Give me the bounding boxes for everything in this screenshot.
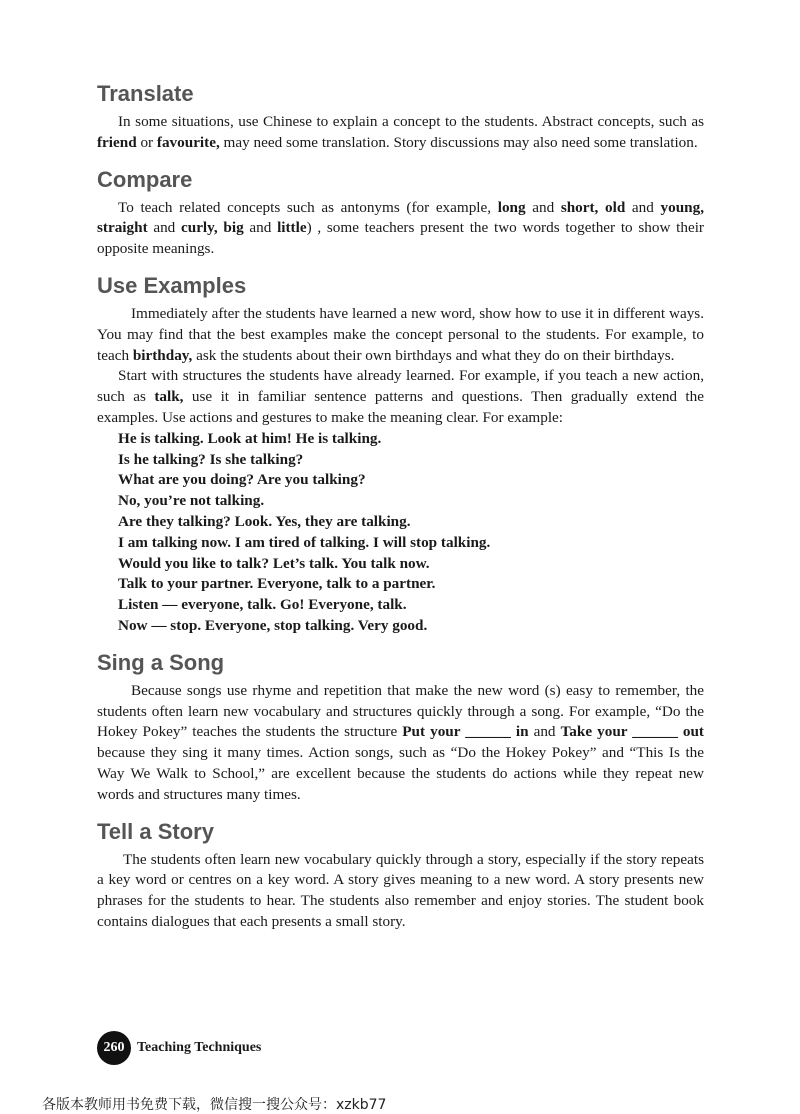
example-line: I am talking now. I am tired of talking. I will stop talking. [118, 533, 491, 551]
example-line: Are they talking? Look. Yes, they are talking. [118, 512, 411, 530]
example-line: What are you doing? Are you talking? [118, 471, 366, 489]
paragraph: To teach related concepts such as antonyms (for example, long and short, old and young, straight and curly, big and little) , some teachers present the two words together to show their opposite meanings. [97, 198, 704, 258]
example-line: Is he talking? Is she talking? [118, 450, 304, 468]
paragraph: In some situations, use Chinese to explain a concept to the students. Abstract concepts, such as friend or favourite, may need some translation. Story discussions may also need some translation. [97, 113, 704, 151]
example-line: Now — stop. Everyone, stop talking. Very good. [118, 616, 428, 634]
example-line: No, you’re not talking. [118, 492, 265, 510]
example-line: Talk to your partner. Everyone, talk to a partner. [118, 575, 436, 593]
paragraph: Start with structures the students have already learned. For example, if you teach a new action, such as talk, use it in familiar sentence patterns and questions. Then gradually extend the examples. Use actions and gestures to make the meaning clear. For example: [97, 367, 704, 426]
page-number-badge: 260 [97, 1031, 131, 1065]
section-translate [97, 80, 704, 154]
footer-title: Teaching Techniques [137, 1040, 262, 1055]
heading-use-examples: Use Examples [97, 272, 247, 298]
example-line: Listen — everyone, talk. Go! Everyone, talk. [118, 596, 407, 614]
section-compare [97, 166, 704, 260]
section-tell-a-story [97, 818, 704, 933]
heading-sing-a-song: Sing a Song [97, 649, 225, 675]
heading-tell-a-story: Tell a Story [97, 818, 214, 844]
example-line: Would you like to talk? Let’s talk. You talk now. [118, 554, 430, 572]
section-sing-a-song [97, 649, 704, 806]
paragraph: Because songs use rhyme and repetition that make the new word (s) easy to remember, the students often learn new vocabulary and structures quickly through a song. For example, “Do the Hokey Pokey” teaches the students the structure Put your ______ in and Take your ______ out because they sing it many times. Action songs, such as “Do the Hokey Pokey” and “This Is the Way We Walk to School,” are excellent because the students do actions while they repeat new words and structures many times. [97, 681, 704, 803]
heading-translate: Translate [97, 81, 194, 106]
example-line: He is talking. Look at him! He is talking. [118, 429, 382, 447]
page-footer [97, 1031, 261, 1065]
page-content [97, 80, 704, 945]
heading-compare: Compare [97, 166, 193, 192]
section-use-examples [97, 272, 704, 637]
paragraph: The students often learn new vocabulary quickly through a story, especially if the story repeats a key word or centres on a key word. A story gives meaning to a new word. A story presents new phrases for the students to hear. The students also remember and enjoy stories. The student book contains dialogues that each presents a small story. [97, 850, 704, 930]
example-sentences [97, 429, 704, 637]
watermark-text: 各版本教师用书免费下载，微信搜一搜公众号：xzkb77 [42, 1097, 387, 1113]
paragraph: Immediately after the students have learned a new word, show how to use it in different ways. You may find that the best examples make the concept personal to the students. For example, to teach birthday, ask the students about their own birthdays and what they do on their birthdays. [97, 304, 704, 364]
